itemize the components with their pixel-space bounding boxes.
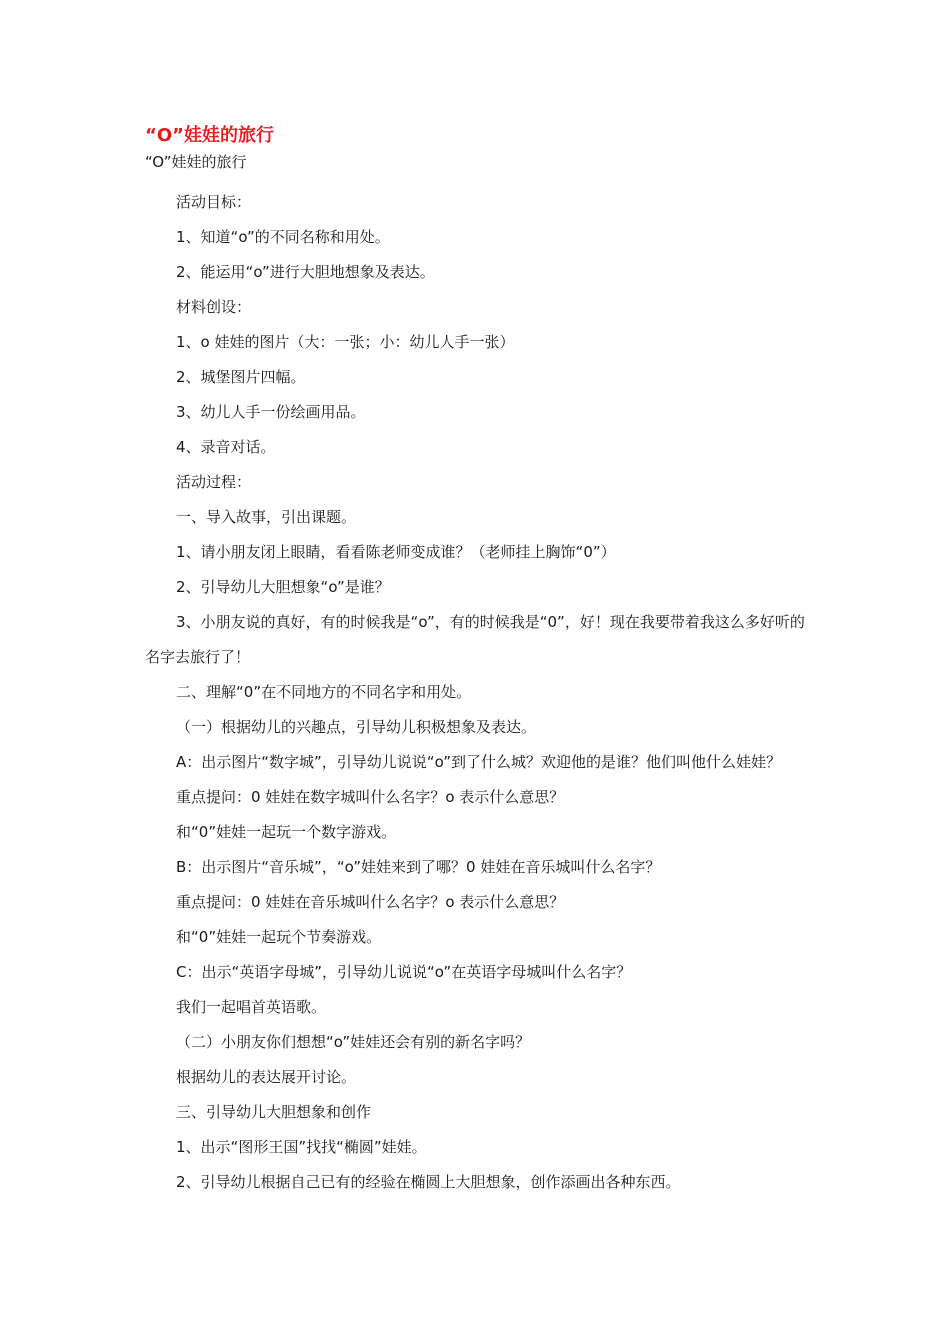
material-item: 1、o 娃娃的图片（大：一张；小：幼儿人手一张） — [176, 333, 515, 351]
process-step-heading: 二、理解“0”在不同地方的不同名字和用处。 — [176, 683, 472, 701]
document-page — [145, 122, 805, 1200]
section-heading-goals: 活动目标： — [176, 193, 252, 211]
material-item: 3、幼儿人手一份绘画用品。 — [176, 403, 366, 421]
process-subheading: （一）根据幼儿的兴趣点，引导幼儿积极想象及表达。 — [176, 718, 537, 736]
goal-item: 1、知道“o”的不同名称和用处。 — [176, 228, 390, 246]
document-title: “O”娃娃的旅行 — [145, 125, 274, 146]
process-item: 和“0”娃娃一起玩一个数字游戏。 — [176, 823, 397, 841]
material-item: 4、录音对话。 — [176, 438, 276, 456]
section-heading-process: 活动过程： — [176, 473, 252, 491]
section-heading-materials: 材料创设： — [176, 298, 252, 316]
process-item: 2、引导幼儿大胆想象“o”是谁？ — [176, 578, 390, 596]
process-item: C：出示“英语字母城”，引导幼儿说说“o”在英语字母城叫什么名字？ — [176, 963, 632, 981]
process-subheading: （二）小朋友你们想想“o”娃娃还会有别的新名字吗？ — [176, 1033, 531, 1051]
process-item: A：出示图片“数字城”，引导幼儿说说“o”到了什么城？欢迎他的是谁？他们叫他什么娃娃？ — [176, 753, 781, 771]
goal-item: 2、能运用“o”进行大胆地想象及表达。 — [176, 263, 435, 281]
material-item: 2、城堡图片四幅。 — [176, 368, 306, 386]
process-item: 2、引导幼儿根据自己已有的经验在椭圆上大胆想象，创作添画出各种东西。 — [176, 1173, 681, 1191]
process-item: 重点提问：0 娃娃在数字城叫什么名字？o 表示什么意思？ — [176, 788, 565, 806]
process-step-heading: 一、导入故事，引出课题。 — [176, 508, 357, 526]
process-item: 我们一起唱首英语歌。 — [176, 998, 327, 1016]
process-item: 3、小朋友说的真好，有的时候我是“o”，有的时候我是“0”，好！现在我要带着我这么多好听的名字去旅行了！ — [145, 613, 805, 666]
process-item: 根据幼儿的表达展开讨论。 — [176, 1068, 357, 1086]
process-item: 和“0”娃娃一起玩个节奏游戏。 — [176, 928, 382, 946]
process-item: 重点提问：0 娃娃在音乐城叫什么名字？o 表示什么意思？ — [176, 893, 565, 911]
process-step-heading: 三、引导幼儿大胆想象和创作 — [176, 1103, 372, 1121]
document-subtitle: “O”娃娃的旅行 — [145, 153, 247, 171]
process-item: 1、请小朋友闭上眼睛，看看陈老师变成谁？（老师挂上胸饰“0”） — [176, 543, 616, 561]
process-item: 1、出示“图形王国”找找“椭圆”娃娃。 — [176, 1138, 427, 1156]
process-item: B：出示图片“音乐城”，“o”娃娃来到了哪？0 娃娃在音乐城叫什么名字？ — [176, 858, 661, 876]
